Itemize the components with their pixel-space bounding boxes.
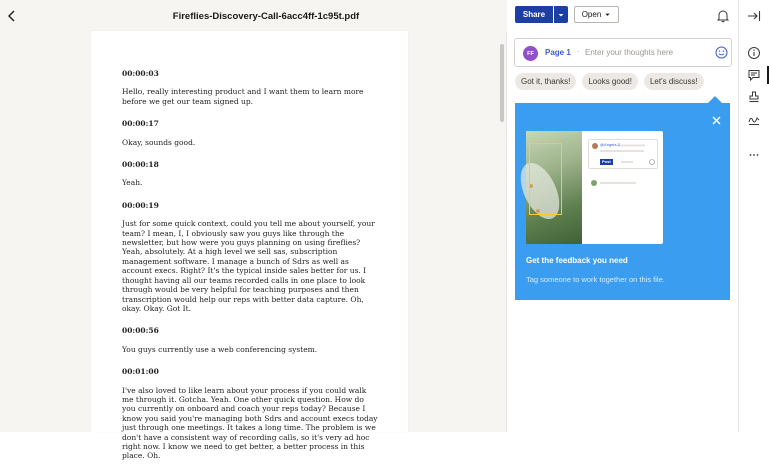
quick-reply-got-it[interactable]: Got it, thanks! — [515, 73, 576, 90]
file-title: Fireflies-Discovery-Call-6acc4ff-1c95t.pdf — [172, 11, 360, 22]
comment-input[interactable] — [585, 46, 710, 59]
mention-card — [588, 139, 658, 169]
close-icon[interactable] — [711, 113, 722, 124]
open-button[interactable] — [574, 6, 619, 23]
collapse-panel-icon[interactable] — [747, 9, 761, 23]
callout-subtitle: Tag someone to work together on this file. — [526, 275, 665, 284]
callout-pointer — [708, 96, 722, 103]
transcript-timestamp: 00:00:17 — [122, 119, 159, 129]
comment-icon[interactable] — [747, 68, 761, 82]
page-reference[interactable]: Page 1 — [545, 48, 571, 57]
quick-reply-lets-discuss[interactable]: Let's discuss! — [644, 73, 704, 90]
comment-preview-row — [588, 176, 658, 190]
transcript-timestamp: 00:00:03 — [122, 69, 159, 78]
stamp-icon[interactable] — [747, 90, 761, 104]
feedback-callout — [515, 103, 730, 300]
mention-text: @Angela Z — [600, 142, 621, 147]
selection-frame — [529, 143, 562, 215]
info-icon[interactable] — [747, 46, 761, 60]
transcript-timestamp: 00:01:00 — [122, 367, 159, 377]
share-dropdown-button[interactable] — [554, 6, 568, 23]
more-icon[interactable] — [747, 148, 761, 162]
transcript-timestamp: 00:00:19 — [122, 200, 159, 210]
quick-replies — [515, 73, 704, 90]
transcript-text: Just for some quick context, could you tell me about yourself, your team? I mean, I, I obviously saw you guys like through the newsletter, but how were you guys planning on using fireflies? Yeah, absolutely. At a high level we sell sas, subscription management software. I manage a bunch of Sdrs as well as account execs. Right? It's the typical inside sales better for us. I thought having all our teams recorded calls in one place to look through would be very helpful for teaching purposes and then transcription would help our reps with better data capture. Oh, okay. Okay. Got It. — [122, 219, 375, 313]
quick-reply-looks-good[interactable]: Looks good! — [582, 73, 638, 90]
transcript — [122, 69, 379, 474]
open-button-label: Open — [581, 10, 602, 19]
signature-icon[interactable] — [747, 112, 761, 126]
comments-panel — [507, 0, 738, 432]
chevron-left-icon[interactable] — [4, 8, 20, 24]
post-button-preview: Post — [602, 159, 611, 164]
transcript-timestamp: 00:00:18 — [122, 160, 159, 170]
viewer-scrollbar[interactable] — [500, 44, 504, 122]
avatar: FF — [523, 46, 538, 61]
feedback-illustration — [526, 131, 663, 244]
transcript-text: Okay, sounds good. — [122, 137, 196, 147]
separator: · — [577, 47, 580, 56]
transcript-text: You guys currently use a web conferencing system. — [122, 344, 318, 354]
document-page — [91, 31, 408, 461]
bell-icon[interactable] — [716, 9, 730, 23]
transcript-text: I've also loved to like learn about your process if you could walk me through it. Gotcha. Yeah. One other quick question. How do you currently on onboard and coach your reps today? Because I know you said you're managing both Sdrs and account execs today just through one meetings. It takes a long time. The problem is we don't have a consistent way of recording calls, so it's very ad hoc right now. I know we need to get better, a better process in this place. Oh. — [122, 385, 378, 461]
chevron-down-icon — [604, 11, 611, 18]
transcript-timestamp: 00:00:56 — [122, 326, 159, 336]
transcript-text: Yeah. — [122, 178, 143, 188]
right-rail — [738, 0, 768, 432]
smiley-icon[interactable] — [715, 46, 728, 59]
comment-composer — [514, 38, 732, 67]
callout-title: Get the feedback you need — [526, 256, 628, 265]
chevron-down-icon — [557, 11, 565, 19]
share-button[interactable]: Share — [515, 6, 553, 23]
viewer-header — [0, 0, 507, 32]
transcript-text: Hello, really interesting product and I want them to learn more before we get our team signed up. — [122, 87, 364, 106]
